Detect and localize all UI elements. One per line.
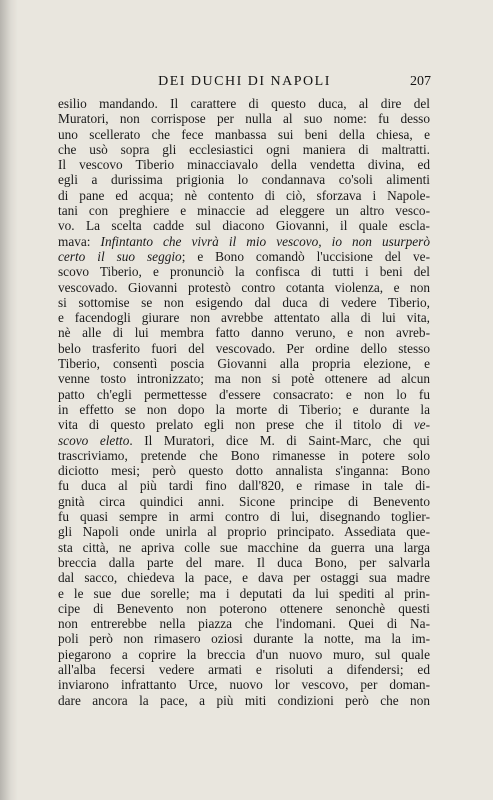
text-line: non entrerebbe nella piazza che l'indomani. Quei di Na- (58, 616, 430, 632)
text-line: piegarono a coprire la breccia d'un nuovo muro, sul quale (58, 646, 430, 662)
text-line: poli però non rimasero oziosi durante la notte, ma la im- (58, 631, 430, 647)
text-line: e le sue due sorelle; ma i deputati da lui spediti al prin- (58, 585, 430, 601)
text-line: vescovado. Giovanni protestò contro cotanta violenza, e non (58, 279, 430, 295)
text-line: in effetto se non dopo la morte di Tiberio; e durante la (58, 401, 430, 417)
text-line: inviarono infrattanto Urce, nuovo lor vescovo, per doman- (58, 677, 430, 693)
text-line: Il vescovo Tiberio minacciavalo della vendetta divina, ed (58, 157, 430, 173)
italic-text-segment: Infintanto che vivrà il mio vescovo, io non usurperò (100, 233, 430, 249)
running-title: DEI DUCHI DI NAPOLI (158, 74, 331, 89)
text-line: dare ancora la pace, a più miti condizioni però che non (58, 692, 430, 708)
text-line: esilio mandando. Il carattere di questo duca, al dire del (58, 96, 430, 111)
italic-text-segment: certo il suo seggio (58, 248, 182, 264)
text-line (58, 234, 430, 249)
text-line (58, 249, 430, 264)
text-line: si sottomise se non esigendo dal duca di vedere Tiberio, (58, 294, 430, 310)
text-line: egli a durissima prigionia lo condannava co'soli alimenti (58, 172, 430, 188)
text-line (58, 433, 430, 448)
text-line: belo trasferito fuori del vescovado. Per ordine dello stesso (58, 340, 430, 356)
text-line: e facendogli giurare non avrebbe attentato alla di lui vita, (58, 310, 430, 326)
text-line: sta città, ne apriva colle sue macchine da guerra una larga (58, 539, 430, 555)
text-line: tani con preghiere e minaccie ad eleggere un altro vesco- (58, 203, 430, 219)
text-line: che usò sopra gli ecclesiastici ogni maniera di maltratti. (58, 141, 430, 157)
text-line: fu duca al più tardi fino dall'820, e rimase in tale di- (58, 478, 430, 494)
text-segment: mava: (58, 233, 101, 249)
text-line: gnità circa quindici anni. Sicone principe di Benevento (58, 493, 430, 509)
text-segment: . Il Muratori, dice M. di Saint-Marc, che qui (129, 432, 430, 448)
text-line: venne tosto intronizzato; ma non si potè ottenere ad alcun (58, 371, 430, 387)
text-line: Tiberio, consentì poscia Giovanni alla propria elezione, e (58, 356, 430, 372)
text-line: dal sacco, chiedeva la pace, e dava per ostaggi sua madre (58, 570, 430, 586)
text-line: di pane ed acqua; nè contento di ciò, sforzava i Napole- (58, 187, 430, 203)
text-line: all'alba fecersi vedere armati e risoluti a difendersi; ed (58, 661, 430, 677)
text-segment: vita di questo prelato egli non prese che il titolo di (58, 417, 414, 433)
text-line: breccia dalla parte del mare. Il duca Bono, per salvarla (58, 554, 430, 570)
page-gutter-shadow (0, 0, 18, 800)
text-line: nè alle di lui membra fatto danno veruno, e non avreb- (58, 325, 430, 341)
text-line: Muratori, non corrispose per nulla al suo nome: fu desso (58, 111, 430, 127)
body-text (58, 96, 430, 708)
italic-text-segment: ve- (413, 417, 430, 433)
page-number: 207 (410, 74, 431, 89)
text-line: trascriviamo, pretende che Bono rimanesse in potere solo (58, 447, 430, 463)
page-header (58, 74, 431, 92)
text-line: uno scellerato che fece manbassa sui beni della chiesa, e (58, 126, 430, 142)
text-line: gli Napoli onde unirla al proprio principato. Assediata que- (58, 524, 430, 540)
text-line: scovo Tiberio, e pronunciò la confisca di tutti i beni del (58, 264, 430, 280)
text-line: vo. La scelta cadde sul diacono Giovanni, il quale escla- (58, 218, 430, 234)
text-line: cipe di Benevento non poterono ottenere senonchè questi (58, 600, 430, 616)
text-line: diciotto mesi; però questo dotto annalista s'inganna: Bono (58, 463, 430, 479)
text-line: fu quasi sempre in armi contro di lui, disegnando toglier- (58, 509, 430, 525)
text-line (58, 417, 430, 432)
text-segment: ; e Bono comandò l'uccisione del ve- (181, 248, 430, 264)
text-line: patto ch'egli permettesse d'essere consacrato: e non lo fu (58, 386, 430, 402)
italic-text-segment: scovo eletto (58, 432, 130, 448)
